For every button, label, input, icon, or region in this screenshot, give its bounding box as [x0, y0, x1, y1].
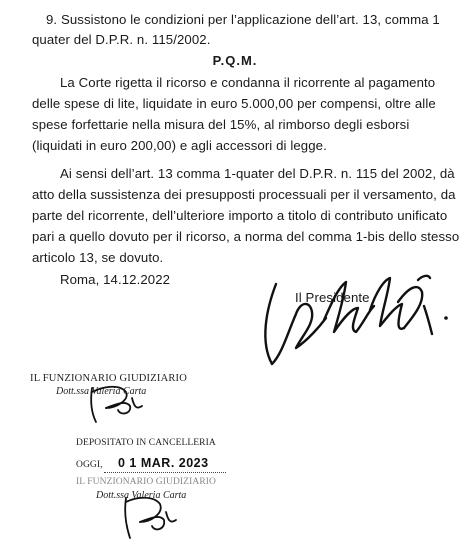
decision-line-4: (liquidati in euro 200,00) e agli accessori di legge. — [32, 138, 327, 153]
funzionario-title: IL FUNZIONARIO GIUDIZIARIO — [30, 373, 188, 384]
oggi-label: OGGI, — [76, 460, 103, 470]
deposit-date: 0 1 MAR. 2023 — [118, 456, 209, 470]
date-underline — [104, 472, 226, 473]
funzionario-signature — [86, 378, 156, 428]
place-date: Roma, 14.12.2022 — [60, 272, 171, 287]
decision-line-2: delle spese di lite, liquidate in euro 5.000,00 per compensi, oltre alle — [32, 96, 436, 111]
president-signature — [258, 262, 458, 372]
contributo-line-3: parte del ricorrente, dell’ulteriore importo a titolo di contributo unificato — [32, 208, 448, 223]
contributo-line-1: Ai sensi dell’art. 13 comma 1-quater del D.P.R. n. 115 del 2002, dà — [60, 166, 455, 181]
funzionario-title-2: IL FUNZIONARIO GIUDIZIARIO — [76, 477, 216, 487]
deposit-title: DEPOSITATO IN CANCELLERIA — [76, 438, 216, 448]
funzionario-signature-2 — [120, 490, 190, 545]
funzionario-name-2: Dott.ssa Valeria Carta — [96, 490, 187, 501]
contributo-line-4: pari a quello dovuto per il ricorso, a norma del comma 1-bis dello stesso — [32, 229, 460, 244]
decision-line-3: spese forfettarie nella misura del 15%, al rimborso degli esborsi — [32, 117, 410, 132]
contributo-line-2: atto della sussistenza dei presupposti processuali per il versamento, da — [32, 187, 456, 202]
decision-line-1: La Corte rigetta il ricorso e condanna il ricorrente al pagamento — [60, 75, 436, 90]
paragraph-9-line-1: 9. Sussistono le condizioni per l’applicazione dell’art. 13, comma 1 — [46, 12, 440, 27]
paragraph-9-line-2: quater del D.P.R. n. 115/2002. — [32, 32, 211, 47]
funzionario-name: Dott.ssa Valeria Carta — [56, 386, 147, 397]
contributo-line-5: articolo 13, se dovuto. — [32, 250, 164, 265]
section-heading-pqm: P.Q.M. — [212, 53, 258, 68]
president-label: Il Presidente — [295, 290, 370, 305]
